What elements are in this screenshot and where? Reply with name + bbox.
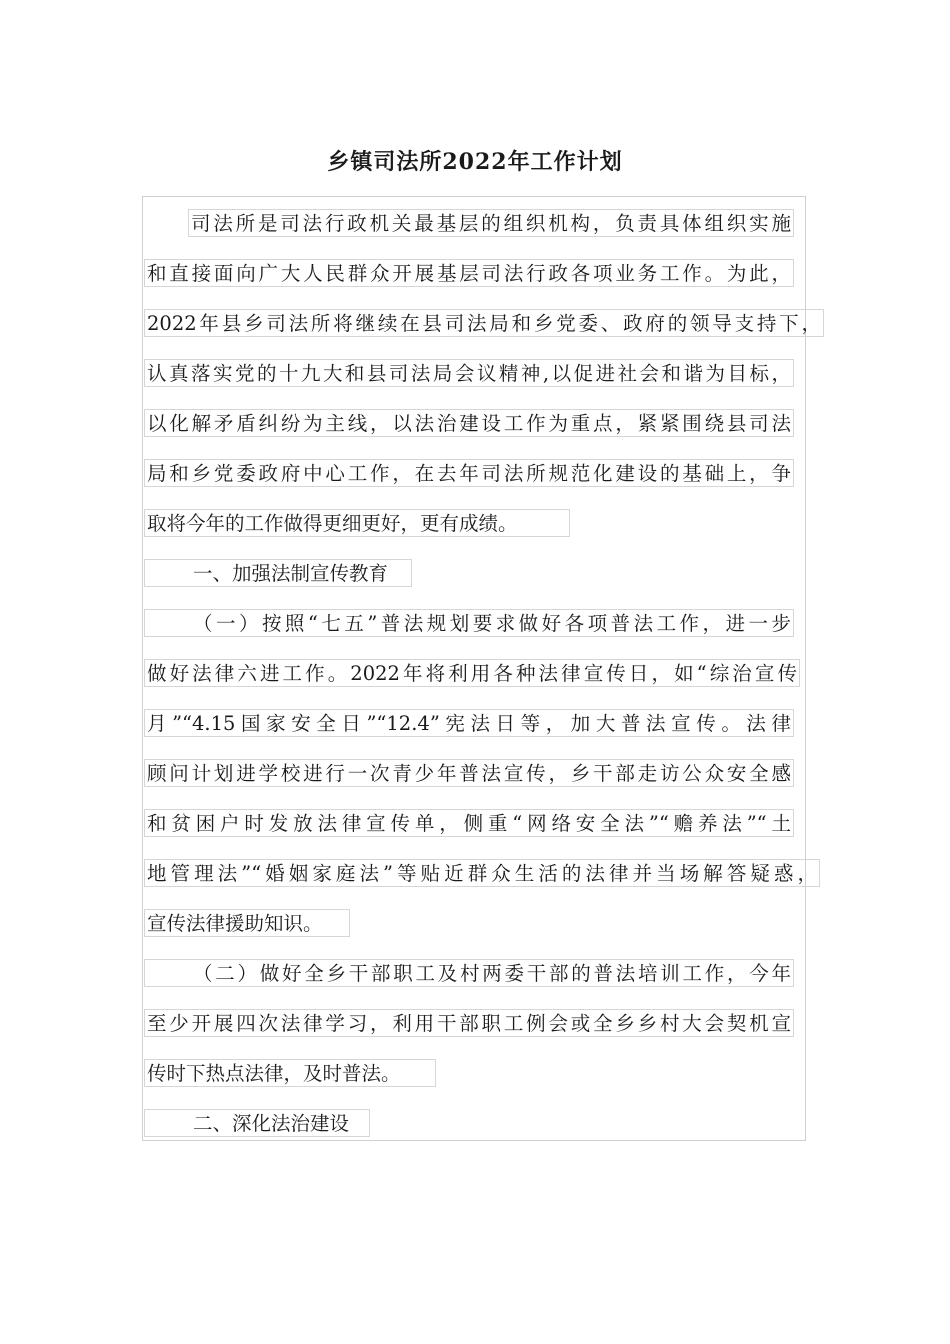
text-line: （二）做好全乡干部职工及村两委干部的普法培训工作，今年 <box>144 959 794 987</box>
text-line: 顾问计划进学校进行一次青少年普法宣传，乡干部走访公众安全感 <box>144 759 794 787</box>
text-line: 传时下热点法律，及时普法。 <box>144 1059 436 1087</box>
document-title: 乡镇司法所2022年工作计划 <box>327 149 623 175</box>
text-line: 和贫困户时发放法律宣传单，侧重“网络安全法”“赡养法”“土 <box>144 809 794 837</box>
text-line: 地管理法”“婚姻家庭法”等贴近群众生活的法律并当场解答疑惑， <box>144 859 820 887</box>
text-line: 至少开展四次法律学习，利用干部职工例会或全乡乡村大会契机宣 <box>144 1009 794 1037</box>
text-line: 局和乡党委政府中心工作，在去年司法所规范化建设的基础上，争 <box>144 459 794 487</box>
text-line: 2022年县乡司法所将继续在县司法局和乡党委、政府的领导支持下， <box>144 309 824 337</box>
text-line: 以化解矛盾纠纷为主线，以法治建设工作为重点，紧紧围绕县司法 <box>144 409 794 437</box>
text-line: （一）按照“七五”普法规划要求做好各项普法工作，进一步 <box>144 609 794 637</box>
text-line: 月”“4.15国家安全日”“12.4”宪法日等，加大普法宣传。法律 <box>144 709 794 737</box>
text-line: 和直接面向广大人民群众开展基层司法行政各项业务工作。为此， <box>144 259 794 287</box>
text-line: 司法所是司法行政机关最基层的组织机构，负责具体组织实施 <box>188 209 794 237</box>
section-heading: 二、深化法治建设 <box>144 1109 370 1137</box>
text-line: 宣传法律援助知识。 <box>144 909 350 937</box>
text-line: 认真落实党的十九大和县司法局会议精神,以促进社会和谐为目标， <box>144 359 794 387</box>
text-line: 取将今年的工作做得更细更好，更有成绩。 <box>144 509 570 537</box>
section-heading: 一、加强法制宣传教育 <box>144 559 412 587</box>
text-line: 做好法律六进工作。2022年将利用各种法律宣传日，如“综治宣传 <box>144 659 800 687</box>
